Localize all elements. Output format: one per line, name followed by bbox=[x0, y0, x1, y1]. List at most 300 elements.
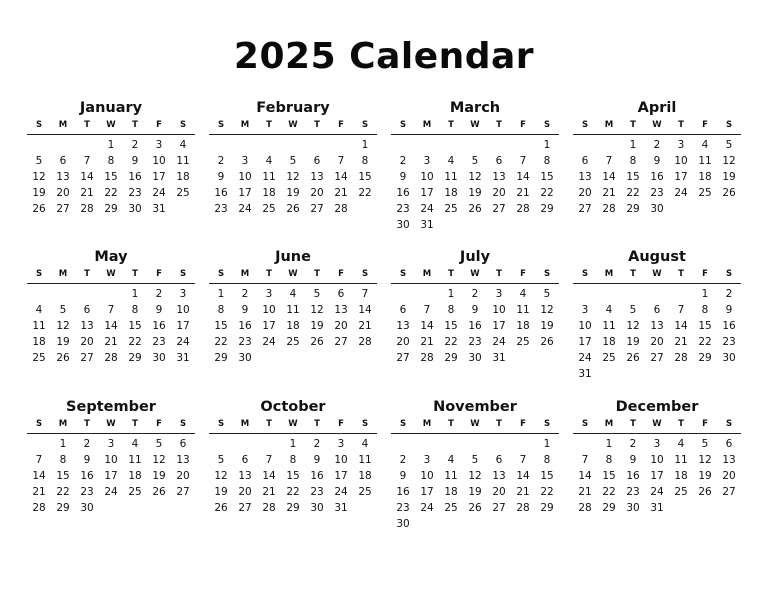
empty-cell bbox=[27, 436, 51, 452]
day-cell: 26 bbox=[32, 203, 46, 215]
day-grid bbox=[27, 436, 195, 516]
day-cell: 16 bbox=[396, 486, 410, 498]
empty-cell bbox=[99, 286, 123, 302]
day-cell: 18 bbox=[176, 171, 190, 183]
empty-cell bbox=[415, 137, 439, 153]
day-cell: 1 bbox=[289, 438, 297, 450]
day-cell: 28 bbox=[674, 352, 688, 364]
day-cell: 19 bbox=[214, 486, 228, 498]
day-cell: 10 bbox=[334, 454, 348, 466]
day-cell: 14 bbox=[104, 320, 118, 332]
day-cell: 9 bbox=[399, 171, 407, 183]
day-cell: 5 bbox=[155, 438, 163, 450]
day-cell: 29 bbox=[104, 203, 118, 215]
day-cell: 11 bbox=[516, 304, 530, 316]
day-cell: 26 bbox=[722, 187, 736, 199]
day-cell: 8 bbox=[361, 155, 369, 167]
day-cell: 14 bbox=[516, 171, 530, 183]
day-cell: 7 bbox=[581, 454, 589, 466]
weekday-label: M bbox=[58, 419, 68, 429]
day-cell: 9 bbox=[629, 454, 637, 466]
day-cell: 21 bbox=[104, 336, 118, 348]
day-cell: 20 bbox=[334, 320, 348, 332]
month-october bbox=[209, 397, 377, 516]
day-cell: 20 bbox=[492, 486, 506, 498]
day-cell: 18 bbox=[128, 470, 142, 482]
empty-cell bbox=[209, 137, 233, 153]
divider bbox=[391, 283, 559, 284]
empty-cell bbox=[415, 436, 439, 452]
month-february bbox=[209, 98, 377, 217]
day-cell: 1 bbox=[107, 139, 115, 151]
day-cell: 13 bbox=[176, 454, 190, 466]
day-cell: 12 bbox=[152, 454, 166, 466]
day-cell: 12 bbox=[698, 454, 712, 466]
month-september bbox=[27, 397, 195, 516]
weekday-label: W bbox=[106, 269, 116, 279]
day-cell: 26 bbox=[214, 502, 228, 514]
day-cell: 9 bbox=[131, 155, 139, 167]
day-cell: 11 bbox=[444, 470, 458, 482]
day-grid bbox=[209, 137, 377, 217]
day-cell: 25 bbox=[128, 486, 142, 498]
day-cell: 16 bbox=[626, 470, 640, 482]
day-cell: 23 bbox=[238, 336, 252, 348]
day-cell: 9 bbox=[83, 454, 91, 466]
day-cell: 26 bbox=[468, 203, 482, 215]
empty-cell bbox=[573, 436, 597, 452]
day-cell: 1 bbox=[543, 139, 551, 151]
day-cell: 23 bbox=[80, 486, 94, 498]
day-cell: 9 bbox=[471, 304, 479, 316]
day-cell: 12 bbox=[56, 320, 70, 332]
day-cell: 11 bbox=[698, 155, 712, 167]
weekday-header bbox=[391, 417, 559, 431]
day-cell: 17 bbox=[334, 470, 348, 482]
day-cell: 10 bbox=[650, 454, 664, 466]
weekday-label: W bbox=[470, 269, 480, 279]
day-cell: 15 bbox=[358, 171, 372, 183]
day-cell: 2 bbox=[155, 288, 163, 300]
day-cell: 14 bbox=[674, 320, 688, 332]
day-cell: 8 bbox=[289, 454, 297, 466]
day-cell: 6 bbox=[495, 155, 503, 167]
day-cell: 25 bbox=[262, 203, 276, 215]
weekday-label: F bbox=[520, 120, 526, 130]
day-cell: 3 bbox=[155, 139, 163, 151]
day-cell: 1 bbox=[59, 438, 67, 450]
divider bbox=[27, 433, 195, 434]
weekday-label: F bbox=[520, 419, 526, 429]
weekday-label: S bbox=[361, 419, 369, 429]
month-name: April bbox=[637, 100, 677, 116]
day-cell: 5 bbox=[629, 304, 637, 316]
page-title: 2025 Calendar bbox=[233, 36, 535, 77]
day-cell: 13 bbox=[492, 470, 506, 482]
weekday-label: W bbox=[288, 120, 298, 130]
weekday-label: M bbox=[240, 120, 250, 130]
day-cell: 5 bbox=[725, 139, 733, 151]
weekday-label: S bbox=[179, 419, 187, 429]
month-name: June bbox=[275, 249, 311, 265]
day-cell: 17 bbox=[674, 171, 688, 183]
day-cell: 15 bbox=[56, 470, 70, 482]
day-grid bbox=[209, 436, 377, 516]
day-cell: 18 bbox=[262, 187, 276, 199]
day-cell: 18 bbox=[444, 187, 458, 199]
day-cell: 4 bbox=[447, 155, 455, 167]
empty-cell bbox=[233, 436, 257, 452]
day-cell: 25 bbox=[698, 187, 712, 199]
weekday-label: T bbox=[132, 120, 138, 130]
day-grid bbox=[573, 436, 741, 516]
weekday-label: F bbox=[702, 120, 708, 130]
weekday-label: M bbox=[240, 269, 250, 279]
day-cell: 18 bbox=[674, 470, 688, 482]
day-cell: 24 bbox=[262, 336, 276, 348]
day-cell: 12 bbox=[626, 320, 640, 332]
weekday-label: S bbox=[217, 120, 225, 130]
day-cell: 14 bbox=[262, 470, 276, 482]
weekday-label: F bbox=[156, 419, 162, 429]
weekday-label: T bbox=[84, 419, 90, 429]
day-cell: 27 bbox=[578, 203, 592, 215]
day-cell: 31 bbox=[176, 352, 190, 364]
weekday-label: F bbox=[156, 120, 162, 130]
day-cell: 3 bbox=[265, 288, 273, 300]
day-cell: 23 bbox=[152, 336, 166, 348]
divider bbox=[209, 433, 377, 434]
weekday-label: S bbox=[361, 120, 369, 130]
empty-cell bbox=[621, 286, 645, 302]
day-cell: 8 bbox=[629, 155, 637, 167]
day-cell: 1 bbox=[543, 438, 551, 450]
day-cell: 24 bbox=[650, 486, 664, 498]
weekday-header bbox=[209, 267, 377, 281]
empty-cell bbox=[391, 286, 415, 302]
day-cell: 28 bbox=[516, 502, 530, 514]
day-cell: 8 bbox=[543, 155, 551, 167]
day-cell: 6 bbox=[399, 304, 407, 316]
day-cell: 26 bbox=[698, 486, 712, 498]
day-cell: 15 bbox=[128, 320, 142, 332]
weekday-label: M bbox=[58, 120, 68, 130]
day-cell: 16 bbox=[468, 320, 482, 332]
day-cell: 12 bbox=[286, 171, 300, 183]
day-cell: 1 bbox=[217, 288, 225, 300]
empty-cell bbox=[281, 137, 305, 153]
day-cell: 27 bbox=[722, 486, 736, 498]
day-cell: 20 bbox=[650, 336, 664, 348]
day-cell: 13 bbox=[396, 320, 410, 332]
day-cell: 30 bbox=[310, 502, 324, 514]
weekday-label: M bbox=[422, 120, 432, 130]
day-cell: 24 bbox=[420, 502, 434, 514]
day-cell: 13 bbox=[310, 171, 324, 183]
weekday-header bbox=[209, 118, 377, 132]
day-cell: 12 bbox=[310, 304, 324, 316]
day-cell: 1 bbox=[361, 139, 369, 151]
day-cell: 12 bbox=[540, 304, 554, 316]
day-cell: 4 bbox=[289, 288, 297, 300]
day-cell: 2 bbox=[217, 155, 225, 167]
empty-cell bbox=[511, 436, 535, 452]
day-cell: 17 bbox=[176, 320, 190, 332]
day-cell: 8 bbox=[543, 454, 551, 466]
day-cell: 23 bbox=[310, 486, 324, 498]
divider bbox=[573, 134, 741, 135]
day-cell: 29 bbox=[56, 502, 70, 514]
day-cell: 6 bbox=[653, 304, 661, 316]
weekday-label: W bbox=[652, 419, 662, 429]
divider bbox=[391, 433, 559, 434]
empty-cell bbox=[439, 137, 463, 153]
empty-cell bbox=[511, 137, 535, 153]
day-cell: 25 bbox=[444, 502, 458, 514]
weekday-label: T bbox=[84, 269, 90, 279]
month-july bbox=[391, 247, 559, 366]
day-cell: 26 bbox=[310, 336, 324, 348]
day-cell: 1 bbox=[447, 288, 455, 300]
day-cell: 7 bbox=[361, 288, 369, 300]
day-cell: 13 bbox=[56, 171, 70, 183]
weekday-label: T bbox=[132, 269, 138, 279]
day-cell: 19 bbox=[698, 470, 712, 482]
weekday-label: S bbox=[399, 120, 407, 130]
day-cell: 30 bbox=[128, 203, 142, 215]
day-cell: 31 bbox=[420, 219, 434, 231]
day-cell: 26 bbox=[626, 352, 640, 364]
day-cell: 23 bbox=[722, 336, 736, 348]
month-december bbox=[573, 397, 741, 516]
day-cell: 2 bbox=[131, 139, 139, 151]
day-cell: 6 bbox=[59, 155, 67, 167]
weekday-label: S bbox=[581, 419, 589, 429]
weekday-label: T bbox=[448, 269, 454, 279]
day-cell: 8 bbox=[59, 454, 67, 466]
day-cell: 2 bbox=[629, 438, 637, 450]
day-cell: 23 bbox=[128, 187, 142, 199]
weekday-label: S bbox=[543, 269, 551, 279]
day-cell: 21 bbox=[516, 187, 530, 199]
empty-cell bbox=[439, 436, 463, 452]
day-cell: 13 bbox=[578, 171, 592, 183]
empty-cell bbox=[391, 137, 415, 153]
day-cell: 16 bbox=[650, 171, 664, 183]
day-cell: 3 bbox=[241, 155, 249, 167]
day-cell: 5 bbox=[59, 304, 67, 316]
divider bbox=[391, 134, 559, 135]
day-cell: 7 bbox=[677, 304, 685, 316]
weekday-label: S bbox=[35, 269, 43, 279]
day-cell: 4 bbox=[361, 438, 369, 450]
day-cell: 16 bbox=[310, 470, 324, 482]
weekday-label: W bbox=[652, 120, 662, 130]
weekday-label: S bbox=[217, 269, 225, 279]
day-cell: 29 bbox=[444, 352, 458, 364]
day-cell: 19 bbox=[540, 320, 554, 332]
day-cell: 28 bbox=[358, 336, 372, 348]
day-cell: 19 bbox=[286, 187, 300, 199]
day-cell: 23 bbox=[468, 336, 482, 348]
day-cell: 20 bbox=[396, 336, 410, 348]
day-cell: 4 bbox=[701, 139, 709, 151]
empty-cell bbox=[75, 286, 99, 302]
empty-cell bbox=[305, 137, 329, 153]
empty-cell bbox=[257, 436, 281, 452]
day-cell: 18 bbox=[602, 336, 616, 348]
weekday-label: T bbox=[314, 120, 320, 130]
month-name: November bbox=[433, 399, 517, 415]
day-cell: 5 bbox=[35, 155, 43, 167]
day-cell: 25 bbox=[674, 486, 688, 498]
day-cell: 4 bbox=[605, 304, 613, 316]
day-cell: 9 bbox=[725, 304, 733, 316]
day-cell: 2 bbox=[83, 438, 91, 450]
day-cell: 17 bbox=[104, 470, 118, 482]
day-grid bbox=[573, 286, 741, 382]
weekday-label: T bbox=[630, 269, 636, 279]
day-cell: 27 bbox=[492, 502, 506, 514]
day-cell: 22 bbox=[602, 486, 616, 498]
empty-cell bbox=[51, 286, 75, 302]
day-cell: 21 bbox=[358, 320, 372, 332]
day-cell: 29 bbox=[128, 352, 142, 364]
day-cell: 29 bbox=[698, 352, 712, 364]
day-cell: 13 bbox=[334, 304, 348, 316]
day-cell: 28 bbox=[516, 203, 530, 215]
weekday-header bbox=[209, 417, 377, 431]
day-cell: 14 bbox=[32, 470, 46, 482]
empty-cell bbox=[463, 137, 487, 153]
month-may bbox=[27, 247, 195, 366]
day-cell: 28 bbox=[420, 352, 434, 364]
weekday-label: W bbox=[470, 419, 480, 429]
day-cell: 15 bbox=[214, 320, 228, 332]
day-cell: 3 bbox=[653, 438, 661, 450]
day-cell: 3 bbox=[423, 454, 431, 466]
month-name: May bbox=[94, 249, 128, 265]
day-cell: 28 bbox=[578, 502, 592, 514]
day-cell: 28 bbox=[32, 502, 46, 514]
day-cell: 29 bbox=[602, 502, 616, 514]
day-cell: 19 bbox=[310, 320, 324, 332]
empty-cell bbox=[391, 436, 415, 452]
day-cell: 21 bbox=[80, 187, 94, 199]
day-cell: 20 bbox=[80, 336, 94, 348]
day-cell: 10 bbox=[674, 155, 688, 167]
month-name: January bbox=[79, 100, 143, 116]
day-cell: 11 bbox=[128, 454, 142, 466]
day-cell: 22 bbox=[626, 187, 640, 199]
empty-cell bbox=[487, 436, 511, 452]
day-cell: 29 bbox=[214, 352, 228, 364]
weekday-label: T bbox=[84, 120, 90, 130]
day-cell: 18 bbox=[516, 320, 530, 332]
day-cell: 26 bbox=[152, 486, 166, 498]
weekday-label: S bbox=[725, 419, 733, 429]
day-cell: 5 bbox=[701, 438, 709, 450]
empty-cell bbox=[75, 137, 99, 153]
divider bbox=[573, 283, 741, 284]
weekday-label: F bbox=[338, 120, 344, 130]
day-cell: 31 bbox=[650, 502, 664, 514]
weekday-label: W bbox=[288, 269, 298, 279]
day-cell: 21 bbox=[578, 486, 592, 498]
day-cell: 17 bbox=[262, 320, 276, 332]
day-cell: 16 bbox=[396, 187, 410, 199]
day-cell: 24 bbox=[334, 486, 348, 498]
day-cell: 12 bbox=[468, 171, 482, 183]
day-cell: 10 bbox=[238, 171, 252, 183]
day-cell: 28 bbox=[602, 203, 616, 215]
day-cell: 2 bbox=[653, 139, 661, 151]
day-cell: 26 bbox=[468, 502, 482, 514]
month-august bbox=[573, 247, 741, 382]
day-cell: 11 bbox=[444, 171, 458, 183]
weekday-label: M bbox=[604, 269, 614, 279]
weekday-label: M bbox=[604, 120, 614, 130]
day-cell: 4 bbox=[677, 438, 685, 450]
weekday-label: T bbox=[678, 269, 684, 279]
weekday-label: W bbox=[470, 120, 480, 130]
day-cell: 25 bbox=[358, 486, 372, 498]
day-cell: 26 bbox=[56, 352, 70, 364]
weekday-header bbox=[573, 267, 741, 281]
day-cell: 18 bbox=[286, 320, 300, 332]
weekday-label: S bbox=[35, 120, 43, 130]
day-cell: 10 bbox=[262, 304, 276, 316]
weekday-label: W bbox=[288, 419, 298, 429]
day-cell: 2 bbox=[725, 288, 733, 300]
day-cell: 19 bbox=[468, 486, 482, 498]
day-cell: 9 bbox=[313, 454, 321, 466]
day-cell: 25 bbox=[444, 203, 458, 215]
day-cell: 19 bbox=[152, 470, 166, 482]
day-cell: 6 bbox=[581, 155, 589, 167]
day-cell: 21 bbox=[602, 187, 616, 199]
day-cell: 27 bbox=[396, 352, 410, 364]
weekday-label: W bbox=[106, 120, 116, 130]
day-cell: 22 bbox=[698, 336, 712, 348]
day-cell: 22 bbox=[286, 486, 300, 498]
day-cell: 20 bbox=[176, 470, 190, 482]
day-cell: 25 bbox=[176, 187, 190, 199]
day-cell: 27 bbox=[310, 203, 324, 215]
empty-cell bbox=[209, 436, 233, 452]
day-cell: 28 bbox=[104, 352, 118, 364]
weekday-header bbox=[27, 417, 195, 431]
weekday-label: F bbox=[338, 269, 344, 279]
day-cell: 20 bbox=[310, 187, 324, 199]
day-cell: 15 bbox=[286, 470, 300, 482]
day-cell: 4 bbox=[519, 288, 527, 300]
weekday-label: S bbox=[543, 419, 551, 429]
weekday-label: T bbox=[132, 419, 138, 429]
weekday-header bbox=[391, 267, 559, 281]
month-name: July bbox=[459, 249, 491, 265]
weekday-label: S bbox=[217, 419, 225, 429]
day-cell: 23 bbox=[396, 502, 410, 514]
day-cell: 10 bbox=[420, 171, 434, 183]
day-cell: 7 bbox=[107, 304, 115, 316]
weekday-label: S bbox=[179, 269, 187, 279]
empty-cell bbox=[573, 137, 597, 153]
weekday-label: W bbox=[106, 419, 116, 429]
weekday-label: S bbox=[581, 269, 589, 279]
month-november bbox=[391, 397, 559, 532]
month-january bbox=[27, 98, 195, 217]
